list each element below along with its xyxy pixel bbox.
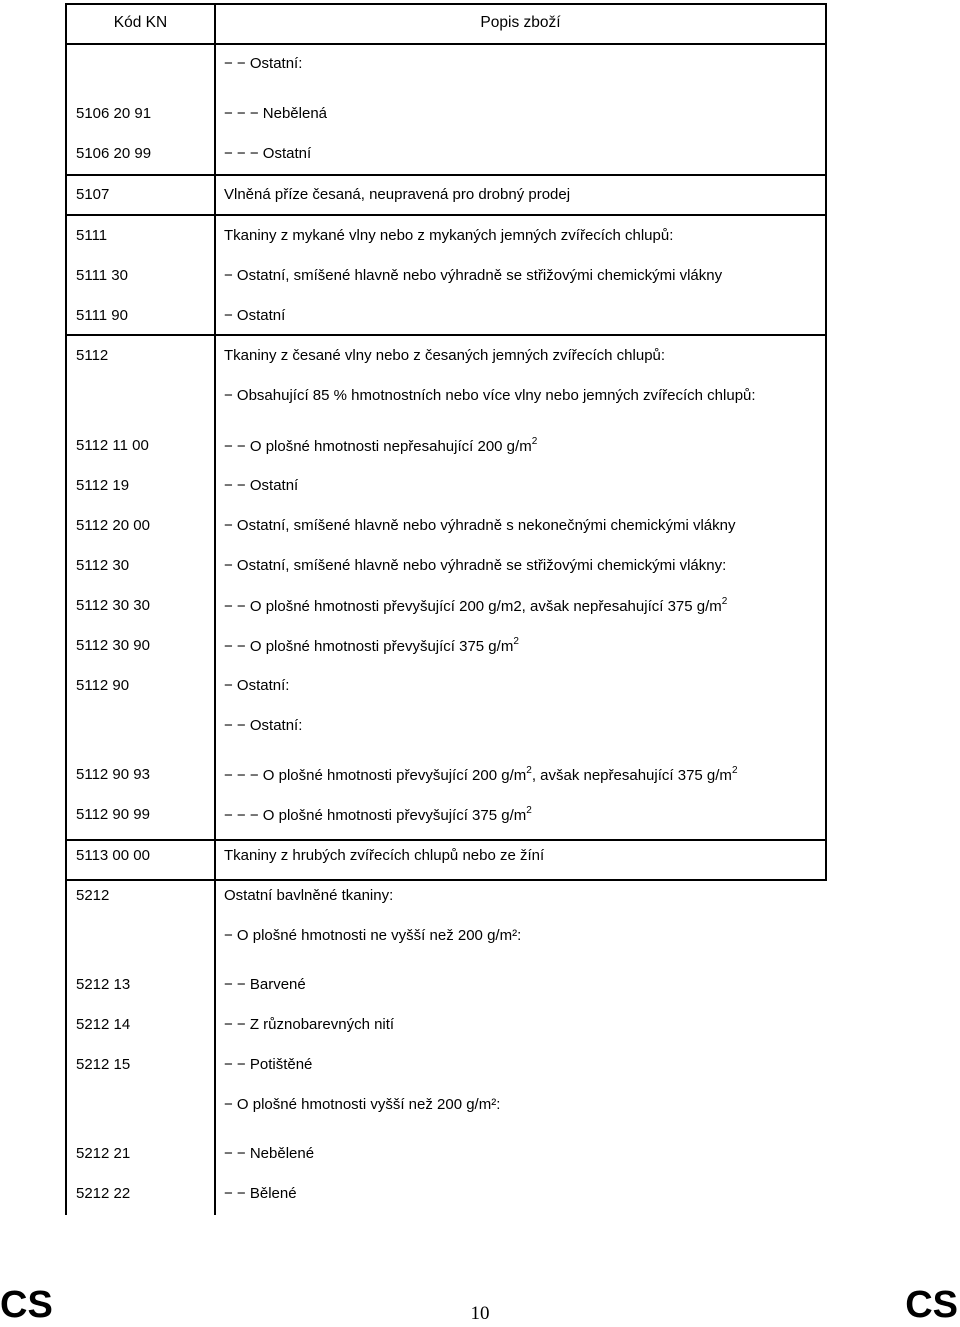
row-description: − Ostatní, smíšené hlavně nebo výhradně se střižovými chemickými vlákny [224, 267, 723, 284]
superscript: 2 [721, 596, 728, 607]
row-code: 5212 15 [76, 1056, 131, 1073]
row-description: − Ostatní [224, 307, 286, 324]
row-description: − Ostatní, smíšené hlavně nebo výhradně se střižovými chemickými vlákny: [224, 557, 727, 574]
row-code: 5107 [76, 186, 110, 203]
row-code: 5112 19 [76, 477, 130, 494]
row-code: 5112 90 93 [76, 766, 150, 783]
row-divider [65, 334, 827, 336]
row-divider [65, 174, 827, 176]
row-code: 5212 13 [76, 976, 131, 993]
language-mark-left: CS [0, 1284, 53, 1326]
row-code: 5111 [76, 227, 108, 244]
row-description: − Ostatní, smíšené hlavně nebo výhradně s nekonečnými chemickými vlákny [224, 517, 736, 534]
superscript: 2 [513, 636, 519, 647]
table-border-left [65, 3, 67, 1215]
row-description: − − Potištěné [224, 1056, 313, 1073]
row-description: − − O plošné hmotnosti převyšující 200 g/m2, avšak nepřesahující 375 $g/m^2$ [224, 596, 728, 615]
column-header-description: Popis zboží [480, 14, 561, 31]
row-description: − Obsahující 85 % hmotnostních nebo více vlny nebo jemných zvířecích chlupů: [224, 387, 756, 404]
row-divider [65, 839, 827, 841]
row-description: − − Ostatní [224, 477, 299, 494]
row-code: 5112 30 90 [76, 637, 150, 654]
row-code: 5212 14 [76, 1016, 131, 1033]
row-code: 5212 [76, 887, 110, 904]
table-column-divider [214, 3, 216, 1215]
row-divider [65, 214, 827, 216]
row-code: 5112 30 30 [76, 597, 150, 614]
row-code: 5106 20 99 [76, 145, 152, 162]
row-code: 5111 90 [76, 307, 128, 324]
row-description: − O plošné hmotnosti vyšší než 200 g/m²: [224, 1096, 501, 1113]
row-description: − − O plošné hmotnosti převyšující 375 $g/m^2$ [224, 636, 519, 655]
row-code: 5212 22 [76, 1185, 131, 1202]
row-code: 5112 11 00 [76, 437, 149, 454]
row-description: − − Bělené [224, 1185, 297, 1202]
superscript: 2 [526, 805, 532, 816]
row-description: − − Nebělené [224, 1145, 315, 1162]
row-code: 5112 20 00 [76, 517, 150, 534]
superscript: 2 [531, 436, 538, 447]
row-description: − − − O plošné hmotnosti převyšující 375 $g/m^2$ [224, 805, 532, 824]
row-description: Tkaniny z hrubých zvířecích chlupů nebo ze žíní [224, 847, 545, 864]
row-description: − − Ostatní: [224, 55, 303, 72]
row-code: 5212 21 [76, 1145, 131, 1162]
row-code: 5106 20 91 [76, 105, 152, 122]
page-number: 10 [470, 1303, 490, 1324]
superscript: 2 [526, 765, 532, 776]
row-description: − − − Nebělená [224, 105, 328, 122]
row-code: 5113 00 00 [76, 847, 150, 864]
row-code: 5112 90 [76, 677, 130, 694]
row-description: − − O plošné hmotnosti nepřesahující 200 $g/m^2$ [224, 436, 538, 455]
row-description: − − − Ostatní [224, 145, 312, 162]
row-description: − − Barvené [224, 976, 306, 993]
row-divider [65, 43, 827, 45]
tariff-table [65, 3, 827, 1215]
table-border-right [825, 3, 827, 879]
row-description: Vlněná příze česaná, neupravená pro drobný prodej [224, 186, 571, 203]
row-description: − − Ostatní: [224, 717, 303, 734]
row-description: − O plošné hmotnosti ne vyšší než 200 g/m²: [224, 927, 522, 944]
row-code: 5111 30 [76, 267, 128, 284]
row-description: Tkaniny z česané vlny nebo z česaných jemných zvířecích chlupů: [224, 347, 666, 364]
superscript: 2 [731, 765, 738, 776]
row-description: − − − O plošné hmotnosti převyšující 200 $g/m^2$, avšak nepřesahující 375 $g/m^2$ [224, 765, 738, 784]
row-description: Tkaniny z mykané vlny nebo z mykaných jemných zvířecích chlupů: [224, 227, 674, 244]
language-mark-right: CS [905, 1284, 958, 1326]
row-description: − − Z různobarevných nití [224, 1016, 395, 1033]
row-description: Ostatní bavlněné tkaniny: [224, 887, 394, 904]
row-code: 5112 90 99 [76, 806, 150, 823]
row-code: 5112 [76, 347, 109, 364]
row-divider [65, 879, 827, 881]
row-description: − Ostatní: [224, 677, 290, 694]
row-code: 5112 30 [76, 557, 130, 574]
column-header-code: Kód KN [113, 14, 168, 31]
